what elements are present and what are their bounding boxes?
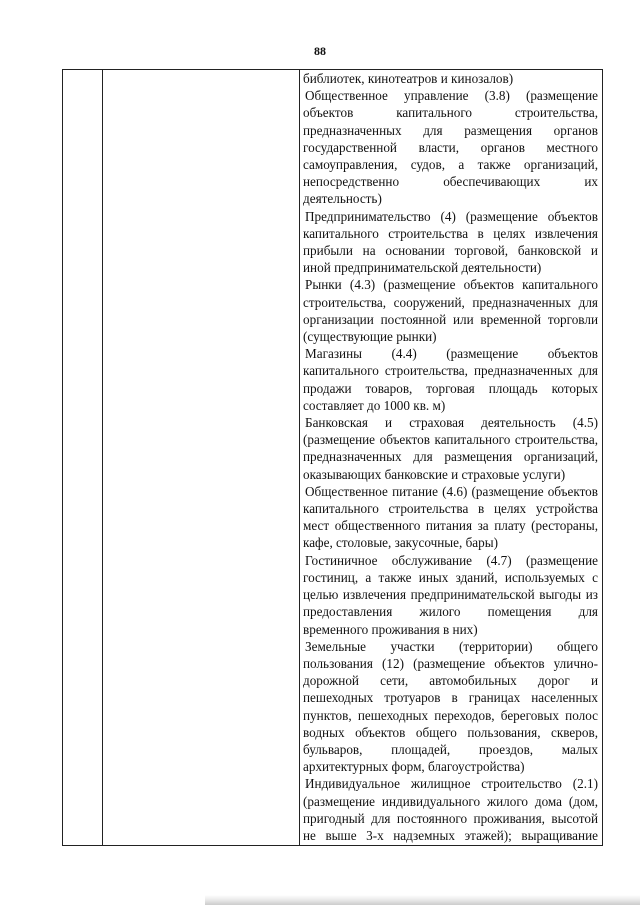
cell-text-line: (существующие рынки) xyxy=(303,329,437,345)
cell-text-line: Общественное питание (4.6) (размещение объектов xyxy=(305,483,598,499)
cell-text-line: кафе, столовые, закусочные, бары) xyxy=(303,535,499,551)
scan-edge-shadow xyxy=(205,895,640,905)
cell-text-line: организации постоянной или временной торговли xyxy=(303,311,598,327)
column-divider-2 xyxy=(299,70,300,845)
cell-text-line: государственной власти, органов местного xyxy=(303,139,598,155)
cell-text-line: строительства, сооружений, предназначенных для xyxy=(303,294,598,310)
column-divider-1 xyxy=(102,70,103,845)
cell-text-line: составляет до 1000 кв. м) xyxy=(303,397,446,413)
cell-text-line: предназначенных для размещения органов xyxy=(303,122,598,138)
cell-text-line: непосредственно обеспечивающих их xyxy=(303,174,598,190)
cell-text-line: мест общественного питания за плату (рестораны, xyxy=(303,518,598,534)
cell-text-line: Предпринимательство (4) (размещение объектов xyxy=(305,208,598,224)
cell-text-line: Магазины (4.4) (размещение объектов xyxy=(305,346,598,362)
cell-text-line: (размещение объектов капитального строительства, xyxy=(303,432,598,448)
cell-text-line: пригодный для постоянного проживания, высотой xyxy=(303,810,598,826)
cell-text-line: библиотек, кинотеатров и кинозалов) xyxy=(303,71,514,86)
permitted-use-table xyxy=(62,69,603,846)
cell-text-line: временного проживания в них) xyxy=(303,621,478,637)
permitted-uses-cell xyxy=(303,70,598,845)
cell-text-line: не выше 3-х надземных этажей); выращивание xyxy=(303,827,598,843)
cell-text-line: иной предпринимательской деятельности) xyxy=(303,260,542,276)
cell-text-line: оказывающих банковские и страховые услуги) xyxy=(303,466,566,482)
cell-text-line: Земельные участки (территории) общего xyxy=(305,638,598,654)
cell-text-line: Рынки (4.3) (размещение объектов капитального xyxy=(305,277,598,293)
cell-text-line: предоставления жилого помещения для xyxy=(303,604,598,620)
cell-text-line: Общественное управление (3.8) (размещение xyxy=(305,88,598,104)
cell-text-line: Банковская и страховая деятельность (4.5) xyxy=(305,415,598,431)
cell-text-line: капитального строительства, предназначенных для xyxy=(303,363,598,379)
cell-text-line: архитектурных форм, благоустройства) xyxy=(303,759,525,775)
cell-text-line: деятельность) xyxy=(303,191,382,207)
cell-text-line: бульваров, площадей, проездов, малых xyxy=(303,741,598,757)
cell-text-line: капитального строительства в целях устройства xyxy=(303,501,598,517)
cell-text-line: (размещение индивидуального жилого дома (дом, xyxy=(303,793,598,809)
cell-text-line: капитального строительства в целях извлечения xyxy=(303,225,598,241)
cell-text-line: Гостиничное обслуживание (4.7) (размещение xyxy=(305,552,598,568)
cell-text-line: продажи товаров, торговая площадь которых xyxy=(303,380,598,396)
cell-text-line: водных объектов общего пользования, скверов, xyxy=(303,724,598,740)
cell-text-line: пунктов, пешеходных переходов, береговых полос xyxy=(303,707,598,723)
cell-text-line: объектов капитального строительства, xyxy=(303,105,598,121)
cell-text-line: предназначенных для размещения организаций, xyxy=(303,449,598,465)
cell-text-line: дорожной сети, автомобильных дорог и xyxy=(303,673,598,689)
cell-text-line: гостиниц, а также иных зданий, используемых с xyxy=(303,569,598,585)
cell-text-line: прибыли на основании торговой, банковской и xyxy=(303,243,598,259)
cell-text-line: Индивидуальное жилищное строительство (2.1) xyxy=(305,776,598,792)
page-number: 88 xyxy=(314,44,326,58)
cell-text-line: самоуправления, судов, а также организаций, xyxy=(303,157,598,173)
cell-text-line: пешеходных тротуаров в границах населенных xyxy=(303,690,598,706)
cell-text-line: целью извлечения предпринимательской выгоды из xyxy=(303,587,598,603)
cell-text-line: пользования (12) (размещение объектов улично- xyxy=(303,655,598,671)
